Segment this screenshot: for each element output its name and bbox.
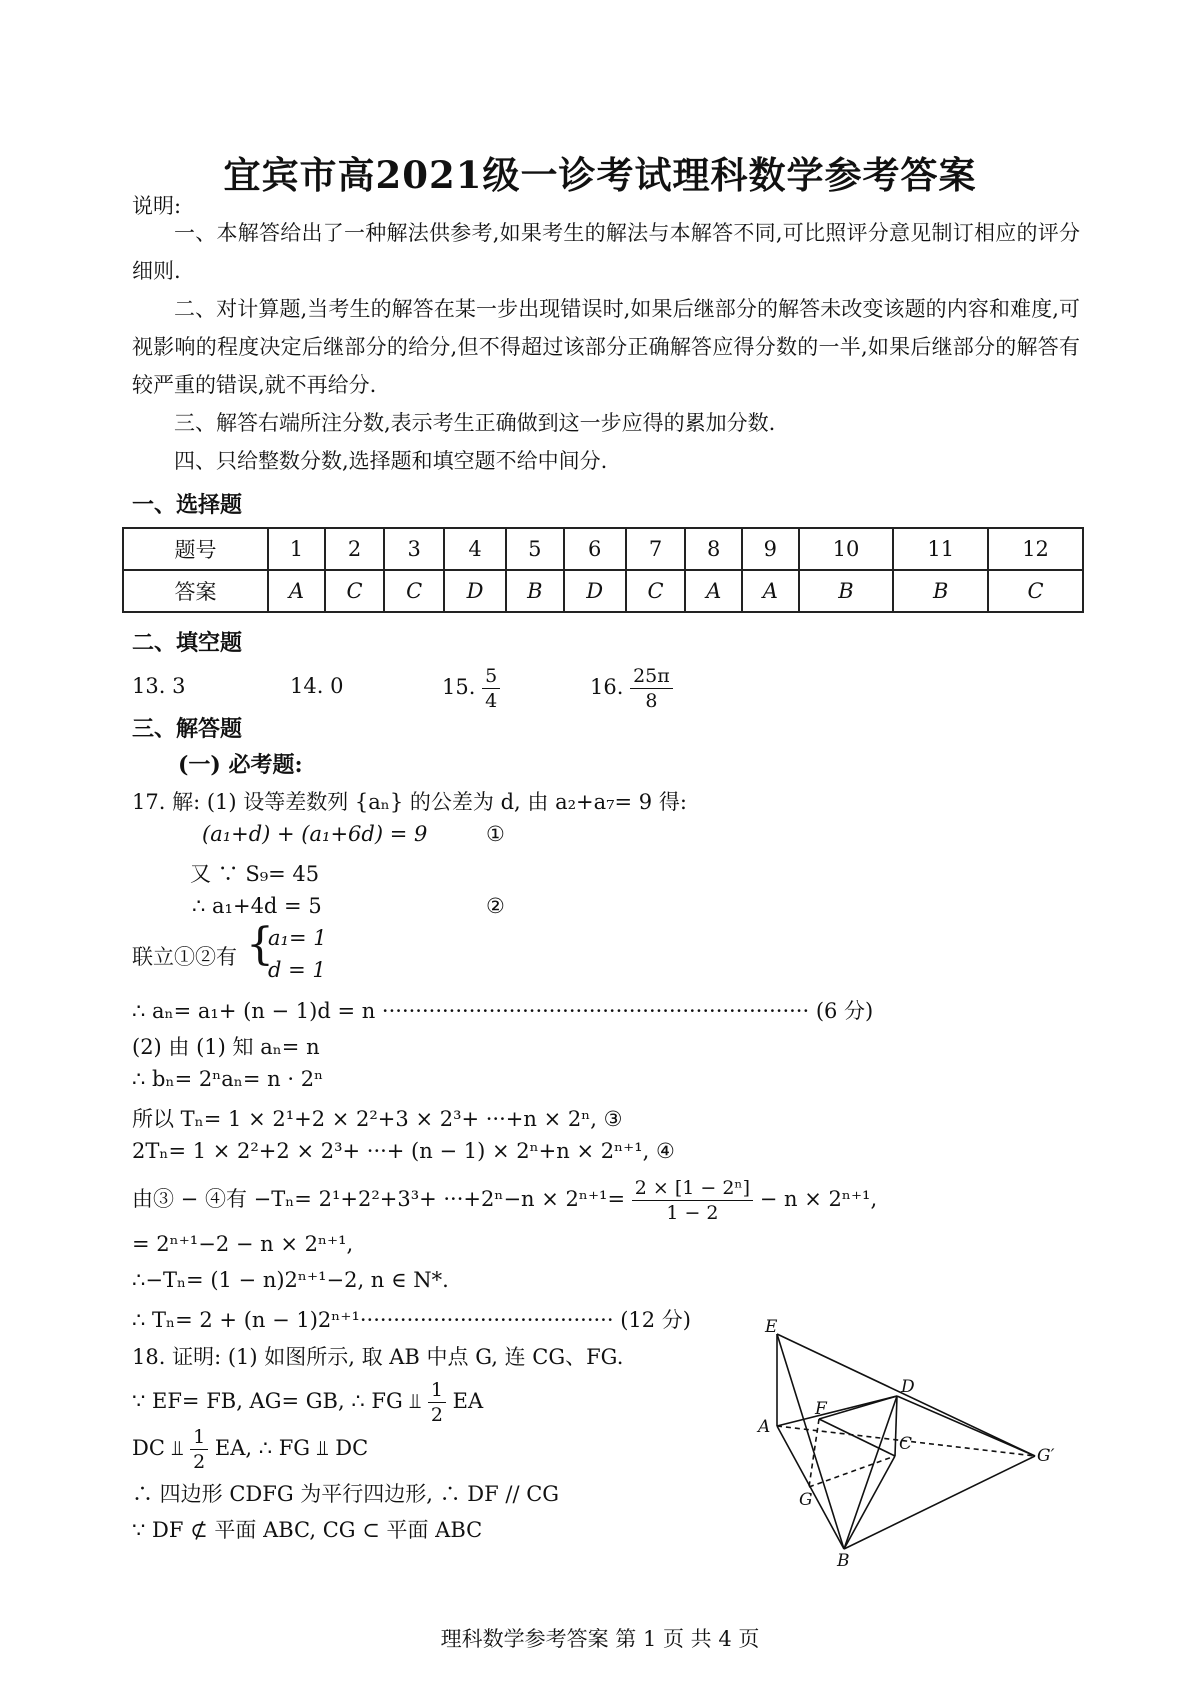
q17-line-10: 2Tₙ= 1 × 2²+2 × 2³+ ···+ (n − 1) × 2ⁿ+n × 2ⁿ⁺¹, ④ [132,1139,675,1163]
table-cell: 5 [506,528,564,570]
fraction [482,664,500,713]
fill-answer-16 [590,664,673,713]
table-cell: 1 [268,528,325,570]
table-cell: 12 [988,528,1083,570]
q18-line-4: ∴ 四边形 CDFG 为平行四边形, ∴ DF // CG [132,1482,560,1506]
table-cell: A [685,570,742,612]
q17-line-4: ∴ a₁+4d = 5 [192,894,322,918]
fraction-denominator: 4 [485,690,498,712]
q17-line-2: (a₁+d) + (a₁+6d) = 9 [202,822,428,846]
fraction-numerator: 1 [428,1378,446,1403]
edge-FC [819,1419,895,1456]
fraction-numerator: 2 × [1 − 2ⁿ] [632,1176,753,1201]
q17-line-13: ∴−Tₙ= (1 − n)2ⁿ⁺¹−2, n ∈ N*. [132,1268,449,1292]
table-cell: B [799,570,894,612]
edge-CB [844,1456,895,1549]
fraction-denominator: 8 [645,690,658,712]
fraction [632,1176,753,1225]
fill-answer-13: 13. 3 [132,674,186,698]
q18-line-2 [132,1378,483,1427]
q17-system-2: d = 1 [268,958,326,982]
q18-line-2-post: EA [452,1389,484,1413]
fraction-denominator: 2 [193,1451,206,1473]
q17-line-12: = 2ⁿ⁺¹−2 − n × 2ⁿ⁺¹, [132,1232,354,1256]
q17-line-14: ∴ Tₙ= 2 + (n − 1)2ⁿ⁺¹······································ (12 分) [132,1308,691,1332]
q17-tag-1: ① [486,822,505,846]
table-cell: B [506,570,564,612]
q17-line-1: 17. 解: (1) 设等差数列 {aₙ} 的公差为 d, 由 a₂+a₇= 9 得: [132,790,687,814]
q17-line-9: 所以 Tₙ= 1 × 2¹+2 × 2²+3 × 2³+ ···+n × 2ⁿ, ③ [132,1107,623,1131]
table-cell: 7 [626,528,686,570]
subsection-required: (一) 必考题: [178,752,303,778]
note-4: 四、只给整数分数,选择题和填空题不给中间分. [174,449,608,473]
edge-DC [895,1396,897,1456]
q17-line-6: ∴ aₙ= a₁+ (n − 1)d = n ································································ (6 分) [132,999,874,1023]
table-cell: 9 [742,528,799,570]
page-footer: 理科数学参考答案 第 1 页 共 4 页 [440,1627,760,1651]
table-header-cell: 题号 [123,528,268,570]
edge-AB [777,1426,844,1549]
table-row [123,570,1083,612]
notes-label: 说明: [132,194,182,218]
table-cell: 3 [384,528,444,570]
fraction [630,664,673,713]
table-cell: D [564,570,626,612]
fraction-denominator: 2 [430,1404,443,1426]
q17-line-11-post: − n × 2ⁿ⁺¹, [759,1187,878,1211]
label-D: D [901,1377,915,1397]
q17-tag-2: ② [486,894,505,918]
page-title: 宜宾市高2021级一诊考试理科数学参考答案 [223,153,977,197]
table-cell: C [626,570,686,612]
table-cell: D [444,570,506,612]
table-header-cell: 答案 [123,570,268,612]
fraction-numerator: 5 [482,664,500,689]
fraction-denominator: 1 − 2 [666,1202,719,1224]
edge-EB [777,1334,844,1549]
q18-line-3-post: EA, ∴ FG ⫫ DC [214,1436,369,1460]
table-cell: 8 [685,528,742,570]
label-F: F [815,1399,827,1419]
table-row [123,528,1083,570]
label-E: E [765,1318,778,1337]
fill-answer-15 [442,664,500,713]
fill-answer-14: 14. 0 [290,674,344,698]
q18-line-3 [132,1425,368,1474]
q17-line-11 [132,1176,877,1225]
section-solution-heading: 三、解答题 [132,716,243,742]
q18-line-2-pre: ∵ EF= FB, AG= GB, ∴ FG ⫫ [132,1389,422,1413]
label-B: B [837,1551,850,1568]
table-cell: 2 [325,528,385,570]
label-A: A [758,1417,771,1437]
fraction [428,1378,446,1427]
edge-FD [819,1396,897,1419]
section-choice-heading: 一、选择题 [132,492,243,518]
q17-line-5: 联立①②有 [132,945,237,969]
label-G: G [799,1490,813,1510]
fraction-numerator: 25π [630,664,673,689]
q17-line-7: (2) 由 (1) 知 aₙ= n [132,1035,320,1059]
q18-line-3-pre: DC ⫫ [132,1436,184,1460]
choice-answer-table [122,527,1084,613]
q17-line-8: ∴ bₙ= 2ⁿaₙ= n · 2ⁿ [132,1067,324,1091]
brace-icon: { [246,919,274,970]
edge-GC-dashed [809,1456,895,1487]
fill-answer-16-label: 16. [590,675,624,699]
table-cell: B [893,570,988,612]
section-fill-heading: 二、填空题 [132,630,243,656]
edge-BG2 [844,1456,1035,1549]
label-G-prime: G′ [1037,1446,1055,1466]
table-cell: C [325,570,385,612]
geometry-figure [755,1318,1055,1568]
table-cell: 10 [799,528,894,570]
note-2: 二、对计算题,当考生的解答在某一步出现错误时,如果后继部分的解答未改变该题的内容和难度,可视影响的程度决定后继部分的给分,但不得超过该部分正确解答应得分数的一半,如果后继部分的解答有较严重的错误,就不再给分. [132,297,1080,397]
label-C: C [899,1434,913,1454]
table-cell: 11 [893,528,988,570]
fraction-numerator: 1 [190,1425,208,1450]
table-cell: 4 [444,528,506,570]
q17-line-11-pre: 由③ − ④有 −Tₙ= 2¹+2²+3³+ ···+2ⁿ−n × 2ⁿ⁺¹= [132,1187,626,1211]
table-cell: C [988,570,1083,612]
table-cell: A [268,570,325,612]
note-1: 一、本解答给出了一种解法供参考,如果考生的解法与本解答不同,可比照评分意见制订相应的评分细则. [132,221,1080,283]
edge-DG2 [897,1396,1035,1456]
q17-system-1: a₁= 1 [268,926,327,950]
q18-line-5: ∵ DF ⊄ 平面 ABC, CG ⊂ 平面 ABC [132,1518,483,1542]
fill-answer-15-label: 15. [442,675,476,699]
q17-line-3: 又 ∵ S₉= 45 [190,862,320,886]
fraction [190,1425,208,1474]
table-cell: A [742,570,799,612]
table-cell: 6 [564,528,626,570]
table-cell: C [384,570,444,612]
edge-BD [844,1396,897,1549]
note-3: 三、解答右端所注分数,表示考生正确做到这一步应得的累加分数. [174,411,776,435]
q18-line-1: 18. 证明: (1) 如图所示, 取 AB 中点 G, 连 CG、FG. [132,1345,624,1369]
